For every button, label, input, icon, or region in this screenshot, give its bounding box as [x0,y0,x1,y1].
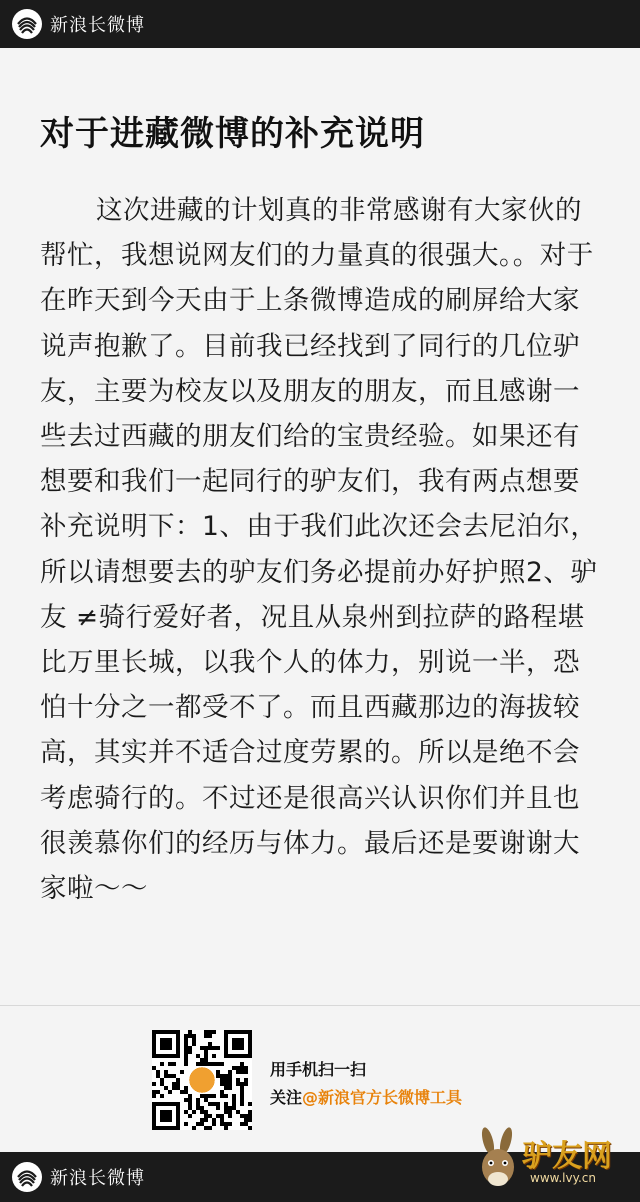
qr-code[interactable] [152,1030,252,1130]
weibo-logo-icon [12,1162,42,1192]
watermark-url: www.lvy.cn [530,1171,596,1185]
article [0,48,640,1005]
top-bar [0,0,640,48]
follow-line [270,1084,462,1112]
watermark-text: 驴友网 [522,1139,612,1174]
follow-link[interactable]: @新浪官方长微博工具 [302,1088,463,1107]
donkey-mascot-icon [474,1127,524,1197]
article-body: 这次进藏的计划真的非常感谢有大家伙的帮忙，我想说网友们的力量真的很强大。。对于在昨天到今天由于上条微博造成的刷屏给大家说声抱歉了。目前我已经找到了同行的几位驴友，主要为校友以及朋友的朋友，而且感谢一些去过西藏的朋友们给的宝贵经验。如果还有想要和我们一起同行的驴友们，我有两点想要补充说明下：1、由于我们此次还会去尼泊尔，所以请想要去的驴友们务必提前办好护照2、驴友 ≠骑行爱好者，况且从泉州到拉萨的路程堪比万里长城，以我个人的体力，别说一半，恐怕十分之一都受不了。而且西藏那边的海拔较高，其实并不适合过度劳累的。所以是绝不会考虑骑行的。不过还是很高兴认识你们并且也很羡慕你们的经历与体力。最后还是要谢谢大家啦～～ [40,195,598,905]
follow-prefix: 关注 [270,1088,303,1107]
qr-caption [270,1056,462,1112]
bottom-brand-name[interactable]: 新浪长微博 [50,1168,145,1189]
weibo-logo-icon [12,9,42,39]
brand-name[interactable]: 新浪长微博 [50,15,145,36]
scan-text: 用手机扫一扫 [270,1060,367,1079]
article-title: 对于进藏微博的补充说明 [40,114,425,154]
site-watermark [474,1125,634,1201]
